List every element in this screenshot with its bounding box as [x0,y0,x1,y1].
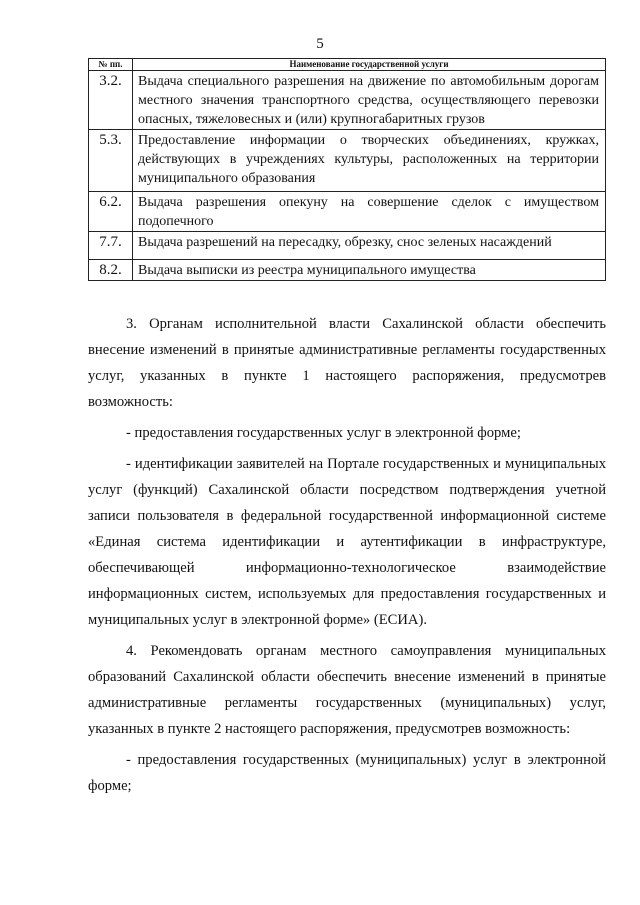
body-text [88,311,606,804]
row-number: 7.7. [89,232,133,260]
row-service-name: Выдача выписки из реестра муниципального имущества [133,260,606,281]
row-service-name: Выдача разрешений на пересадку, обрезку, снос зеленых насаждений [133,232,606,260]
row-service-name: Выдача специального разрешения на движение по автомобильным дорогам местного значения транспортного средства, осуществляющего перевозки опасных, тяжеловесных и (или) крупногабаритных грузов [133,71,606,130]
page-number: 5 [316,36,324,52]
header-number: № пп. [89,59,133,71]
row-number: 6.2. [89,192,133,232]
paragraph-item-3: 3. Органам исполнительной власти Сахалинской области обеспечить внесение изменений в принятые административные регламенты государственных услуг, указанных в пункте 1 настоящего распоряжения, предусмотрев возможность: [88,316,606,410]
header-service-name: Наименование государственной услуги [133,59,606,71]
table-row [89,232,606,260]
table-row [89,260,606,281]
table-row [89,192,606,232]
paragraph-item-4: 4. Рекомендовать органам местного самоуправления муниципальных образований Сахалинской области обеспечить внесение изменений в принятые административные регламенты государственных (муниципальных) услуг, указанных в пункте 2 настоящего распоряжения, предусмотрев возможность: [88,643,606,737]
paragraph-bullet-electronic-form: - предоставления государственных услуг в электронной форме; [126,425,521,441]
paragraph-bullet-identification: - идентификации заявителей на Портале государственных и муниципальных услуг (функций) Сахалинской области посредством подтверждения учетной записи пользователя в федеральной государственной информационной системе «Единая система идентификации и аутентификации в инфраструктуре, обеспечивающей информационно-технологическое взаимодействие информационных систем, используемых для предоставления государственных и муниципальных услуг в электронной форме» (ЕСИА). [88,456,606,628]
table-row [89,130,606,192]
table-header-row [89,59,606,71]
services-table [88,58,606,281]
row-number: 3.2. [89,71,133,130]
paragraph-bullet-municipal-electronic-form: - предоставления государственных (муниципальных) услуг в электронной форме; [88,752,606,794]
row-service-name: Предоставление информации о творческих объединениях, кружках, действующих в учреждениях культуры, расположенных на территории муниципального образования [133,130,606,192]
row-number: 5.3. [89,130,133,192]
row-service-name: Выдача разрешения опекуну на совершение сделок с имуществом подопечного [133,192,606,232]
table-row [89,71,606,130]
row-number: 8.2. [89,260,133,281]
